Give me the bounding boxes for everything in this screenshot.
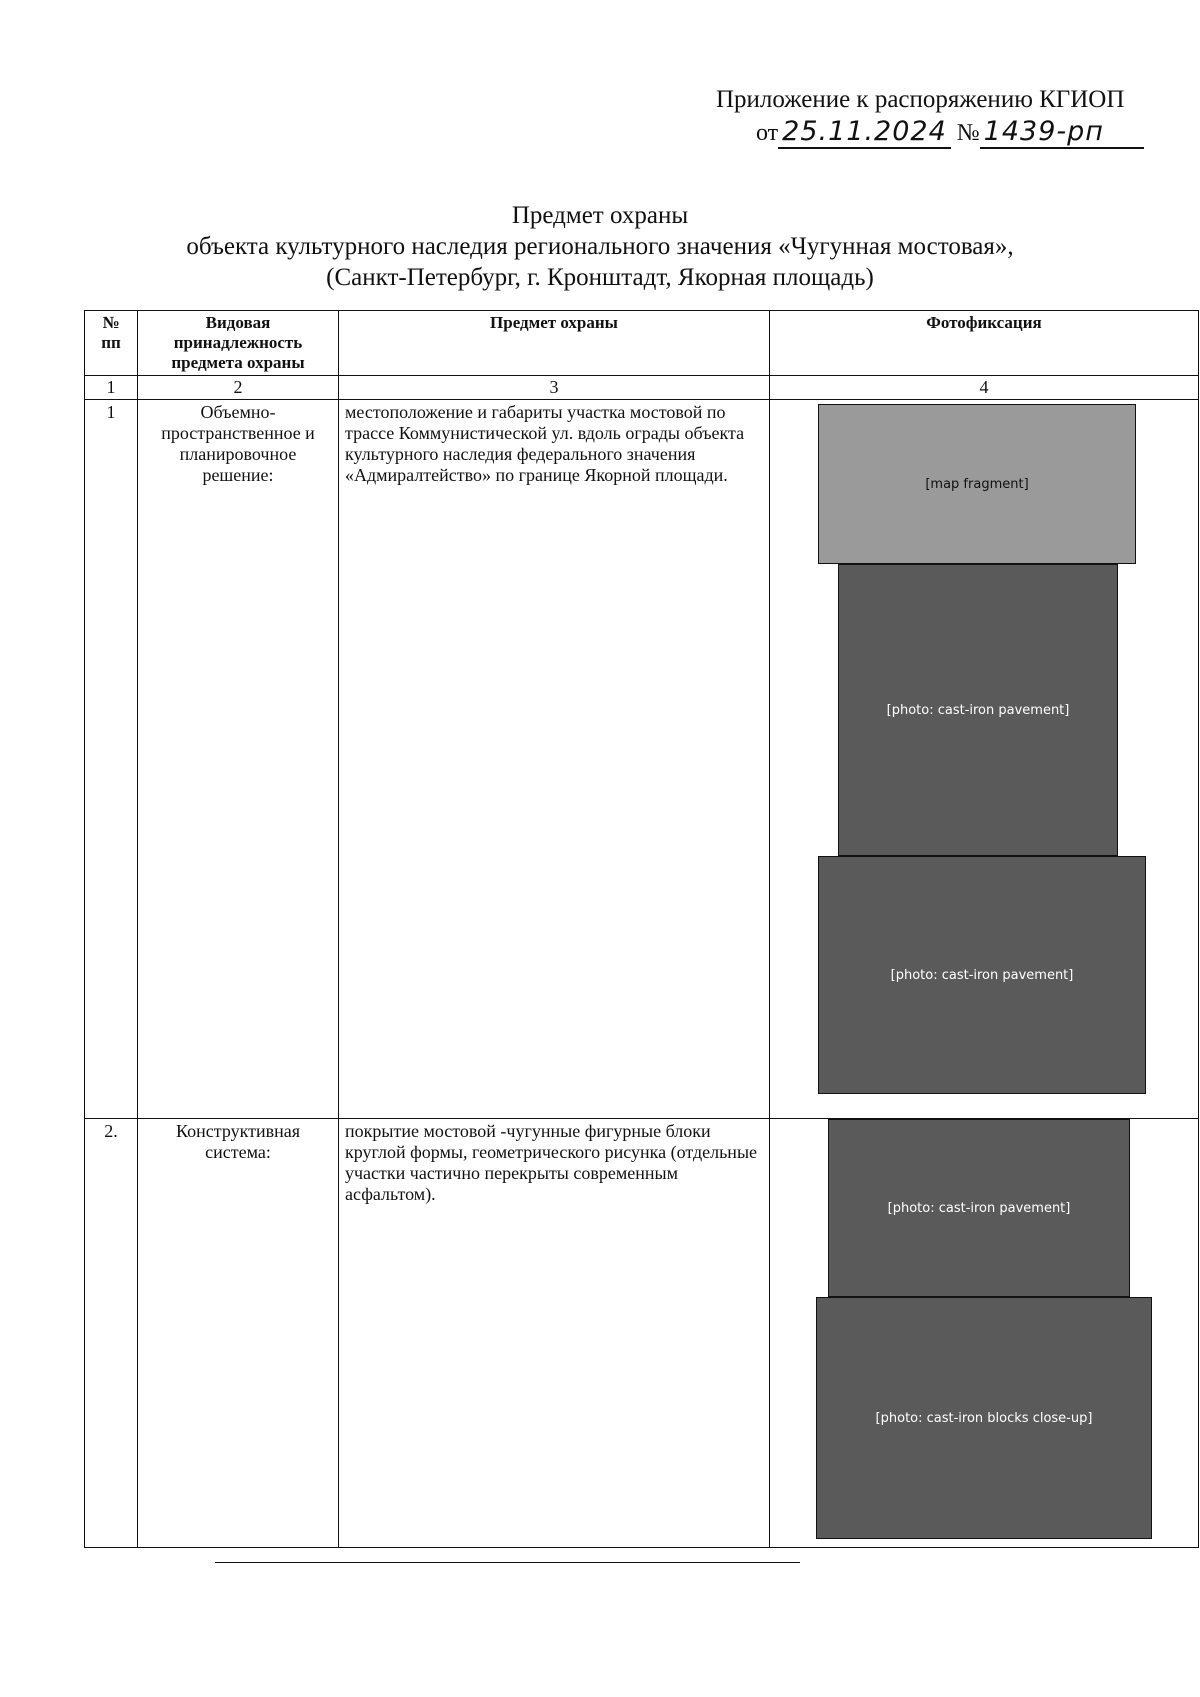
row-type: Конструктивная система: bbox=[138, 1119, 339, 1548]
row-photos bbox=[770, 1119, 1199, 1548]
pavement-photo: [photo: cast-iron pavement] bbox=[828, 1119, 1130, 1297]
row-type: Объемно-пространственное и планировочное решение: bbox=[138, 400, 339, 1119]
bottom-rule bbox=[215, 1562, 800, 1563]
index-2: 2 bbox=[138, 376, 339, 400]
header-photo: Фотофиксация bbox=[770, 311, 1199, 376]
title-line-3: (Санкт-Петербург, г. Кронштадт, Якорная площадь) bbox=[326, 264, 874, 291]
map-fragment-image: [map fragment] bbox=[818, 404, 1136, 564]
row-subject: покрытие мостовой -чугунные фигурные блоки круглой формы, геометрического рисунка (отдельные участки частично перекрыты современным асфальтом). bbox=[339, 1119, 770, 1548]
row-subject: местоположение и габариты участка мостовой по трассе Коммунистической ул. вдоль ограды объекта культурного наследия федерального значения «Адмиралтейство» по границе Якорной площади. bbox=[339, 400, 770, 1119]
row-num: 2. bbox=[85, 1119, 138, 1548]
appendix-title: Приложение к распоряжению КГИОП bbox=[716, 86, 1125, 113]
title-line-1: Предмет охраны bbox=[511, 202, 689, 229]
header-num: № пп bbox=[85, 311, 138, 376]
table-header-row bbox=[85, 311, 1199, 376]
pavement-closeup-photo: [photo: cast-iron blocks close-up] bbox=[816, 1297, 1152, 1539]
title-line-2: объекта культурного наследия регионального значения «Чугунная мостовая», bbox=[186, 233, 1014, 260]
number-prefix: № bbox=[956, 120, 980, 146]
document-title bbox=[0, 200, 1200, 293]
index-1: 1 bbox=[85, 376, 138, 400]
table-row bbox=[85, 1119, 1199, 1548]
table-row bbox=[85, 400, 1199, 1119]
date-prefix: от bbox=[756, 120, 779, 146]
appendix-date-number bbox=[756, 116, 1144, 147]
pavement-photo: [photo: cast-iron pavement] bbox=[838, 564, 1118, 856]
handwritten-date: 25.11.2024 bbox=[778, 116, 951, 149]
row-photos bbox=[770, 400, 1199, 1119]
handwritten-number: 1439-рп bbox=[980, 116, 1144, 149]
index-4: 4 bbox=[770, 376, 1199, 400]
pavement-photo: [photo: cast-iron pavement] bbox=[818, 856, 1146, 1094]
index-3: 3 bbox=[339, 376, 770, 400]
protection-subject-table bbox=[84, 310, 1199, 1548]
column-index-row bbox=[85, 376, 1199, 400]
row-num: 1 bbox=[85, 400, 138, 1119]
header-type: Видовая принадлежность предмета охраны bbox=[138, 311, 339, 376]
header-subject: Предмет охраны bbox=[339, 311, 770, 376]
